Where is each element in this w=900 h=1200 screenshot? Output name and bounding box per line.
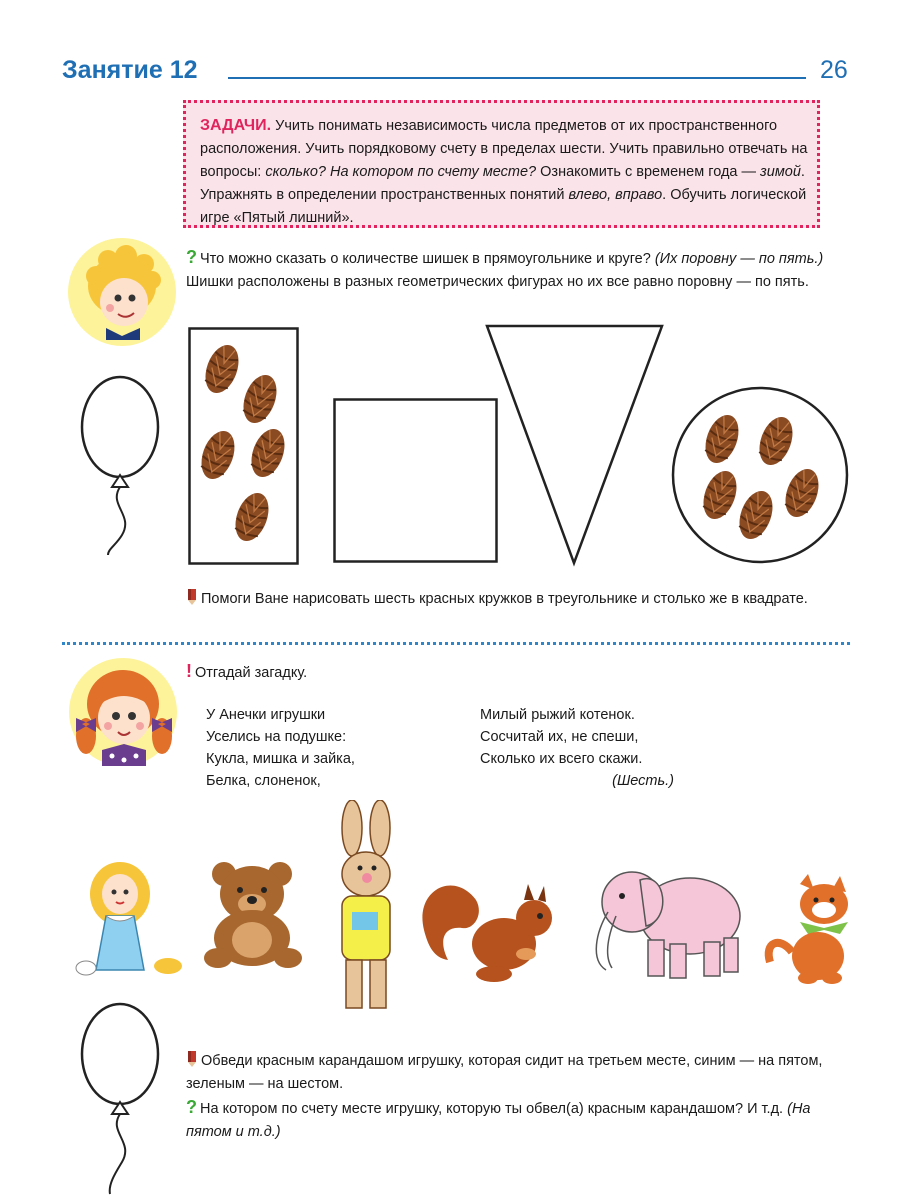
block1-task xyxy=(186,588,836,611)
triangle-shape xyxy=(485,323,665,568)
lesson-title: Занятие 12 xyxy=(62,56,198,84)
block1-question: Что можно сказать о количестве шишек в прямоугольнике и круге? xyxy=(200,251,651,267)
title-rule xyxy=(228,77,806,79)
tasks-text-1: Учить понимать независимость числа предметов от их пространственного расположения. Учить порядковому счету в пределах шести. Учить правильно отвечать на вопросы: xyxy=(200,118,808,180)
tasks-text-7: . Обучить логической игре «Пятый лишний». xyxy=(200,187,807,226)
block1-explanation: Шишки расположены в разных геометрических фигурах но их все равно поровну — по пять. xyxy=(186,274,809,290)
doll-icon xyxy=(72,858,184,988)
exclamation-icon: ! xyxy=(186,661,192,681)
poem-line: Уселись на подушке: xyxy=(206,729,347,745)
page-number: 26 xyxy=(820,56,848,84)
tasks-text-2: сколько? На котором по счету месте? xyxy=(265,164,537,180)
block1-text xyxy=(186,246,836,294)
poem-line: Сколько их всего скажи. xyxy=(480,751,643,767)
riddle-title-text: Отгадай загадку. xyxy=(195,665,308,681)
square-shape xyxy=(333,398,499,564)
rectangle-with-cones xyxy=(188,327,300,565)
poem-line: У Анечки игрушки xyxy=(206,707,326,723)
block2-question-text: На котором по счету месте игрушку, которую ты обвел(а) красным карандашом? И т.д. xyxy=(200,1101,784,1117)
kitten-icon xyxy=(760,872,860,988)
teddy-bear-icon xyxy=(196,858,308,970)
block2-task1-text: Обведи красным карандашом игрушку, которая сидит на третьем месте, синим — на пятом, зеленым — на шестом. xyxy=(186,1053,823,1092)
poem-line: Сосчитай их, не спеши, xyxy=(480,729,639,745)
block1-answer: (Их поровну — по пять.) xyxy=(654,251,824,267)
poem-answer-text: (Шесть.) xyxy=(612,773,674,789)
tasks-text-5: . Упражнять в определении пространственных понятий xyxy=(200,164,805,203)
balloon-icon xyxy=(78,1002,168,1197)
section-divider xyxy=(62,642,850,645)
riddle-title xyxy=(186,660,586,685)
poem-line: Милый рыжий котенок. xyxy=(480,707,635,723)
question-icon: ? xyxy=(186,247,197,267)
tasks-text xyxy=(200,114,810,230)
poem-right xyxy=(480,704,690,792)
bunny-icon xyxy=(320,800,412,1015)
poem-answer xyxy=(480,770,690,792)
boy-portrait-icon xyxy=(66,236,178,348)
block2-task1 xyxy=(186,1050,846,1096)
elephant-icon xyxy=(586,860,754,986)
question-icon: ? xyxy=(186,1097,197,1117)
circle-with-cones xyxy=(670,385,850,565)
squirrel-icon xyxy=(414,870,574,988)
poem-left xyxy=(206,704,466,792)
tasks-text-3: Ознакомить с временем года — xyxy=(536,164,761,180)
tasks-text-4: зимой xyxy=(760,164,801,180)
poem-line: Кукла, мишка и зайка, xyxy=(206,751,355,767)
tasks-text-6: влево, вправо xyxy=(568,187,663,203)
block2-answer: (На пятом и т.д.) xyxy=(186,1101,811,1140)
poem-line: Белка, слоненок, xyxy=(206,773,321,789)
balloon-icon xyxy=(78,375,168,560)
pencil-icon xyxy=(186,1051,198,1067)
tasks-label: ЗАДАЧИ. xyxy=(200,117,272,134)
block2-question xyxy=(186,1096,852,1144)
block1-task-text: Помоги Ване нарисовать шесть красных кружков в треугольнике и столько же в квадрате. xyxy=(201,591,808,607)
pencil-icon xyxy=(186,589,198,605)
girl-portrait-icon xyxy=(66,654,181,772)
